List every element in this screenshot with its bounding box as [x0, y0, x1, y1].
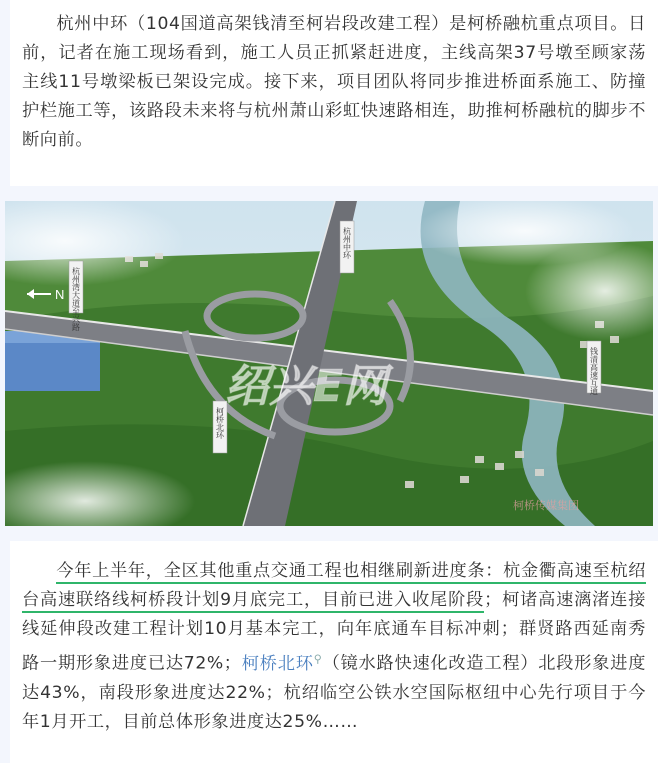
keyword-link-kq-beihuan[interactable] [242, 654, 323, 674]
sign-label-3: 柯桥北环 [215, 407, 225, 439]
sign-label-1: 杭州湾大道至兴路 [71, 267, 81, 331]
article-paragraph-1: 杭州中环（104国道高架钱清至柯岩段改建工程）是柯桥融杭重点项目。日前，记者在施工现场看到，施工人员正抓紧赶进度，主线高架37号墩至顾家荡主线11号墩梁板已架设完成。接下来，项目团队将同步推进桥面系施工、防撞护栏施工等，该路段未来将与杭州萧山彩虹快速路相连，助推柯桥融杭的脚步不断向前。 [22, 14, 646, 150]
article-card-bottom [10, 541, 658, 763]
sign-label-2: 杭州中环 [342, 227, 352, 259]
paragraph-2-middle: ；柯诸高速漓渚连接线延伸段改建工程计划10月基本完工，向年底通车目标冲刺；群贤路西延南秀路一期形象进度已达72%； [22, 590, 646, 674]
corner-watermark: 柯桥传媒集团 [513, 499, 579, 512]
article-card-top [10, 0, 658, 186]
interchange-illustration [5, 201, 653, 526]
article-paragraph-2 [22, 557, 646, 737]
search-icon[interactable]: ⚲ [313, 652, 323, 665]
compass-label: N [55, 287, 65, 302]
sign-label-4: 钱清高速互通 [589, 347, 599, 395]
highlighted-sentence: 今年上半年，全区其他重点交通工程也相继刷新进度条：杭金衢高速至杭绍台高速联络线柯桥段计划9月底完工，目前已进入收尾阶段 [22, 561, 646, 613]
paragraph-2-end: （镜水路快速化改造工程）北段形象进度达43%，南段形象进度达22%；杭绍临空公铁水空国际枢纽中心先行项目于今年1月开工，目前总体形象进度达25%…… [22, 653, 646, 732]
watermark-text: 绍兴E网 [225, 361, 388, 412]
interchange-rendering [5, 201, 653, 526]
keyword-link-label[interactable]: 柯桥北环 [241, 653, 314, 674]
